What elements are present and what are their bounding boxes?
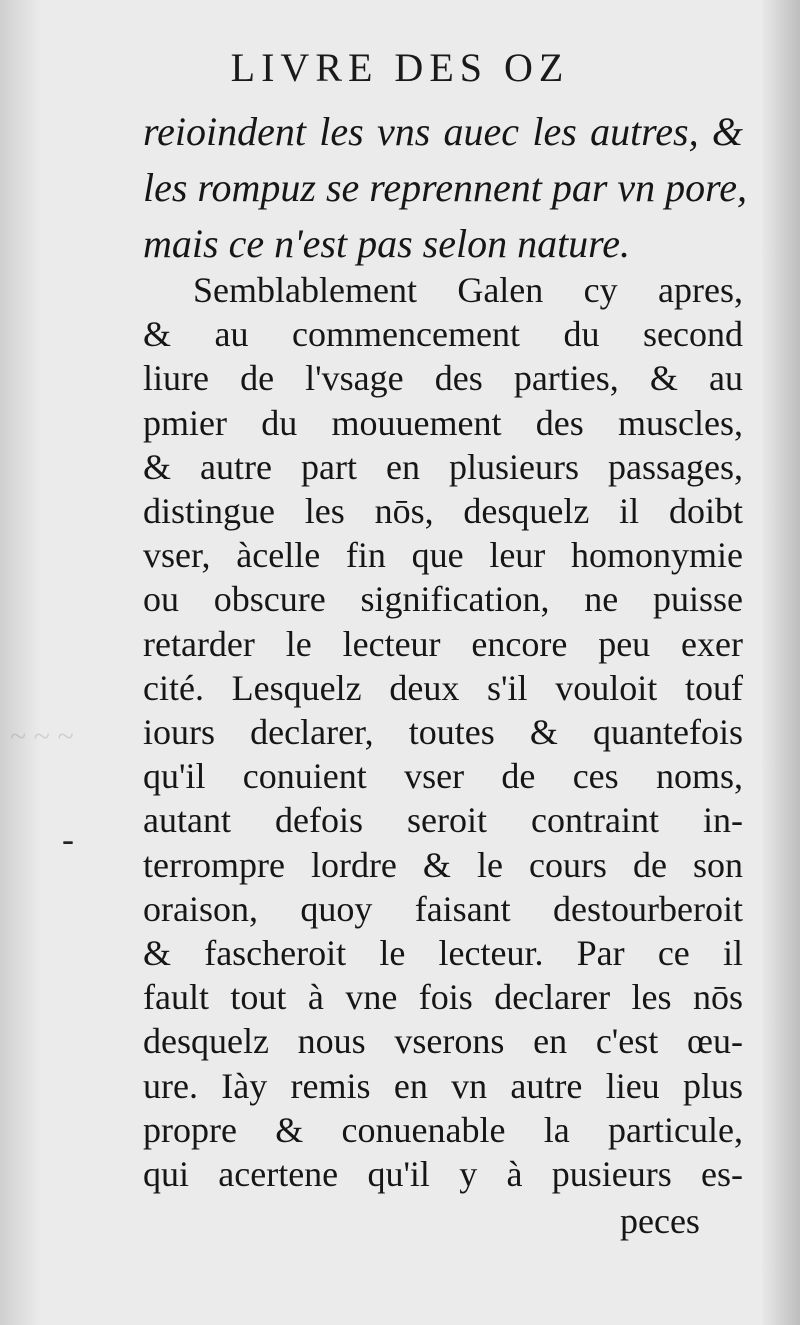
body-line: & au commencement du second [143, 314, 743, 355]
body-line: Semblablement Galen cy apres, [193, 270, 743, 310]
body-line: distingue les nōs, desquelz il doibt [143, 491, 743, 532]
page-edge-shadow [762, 0, 800, 1325]
body-text [143, 268, 743, 1196]
body-line: desquelz nous vserons en c'est œu- [143, 1021, 743, 1062]
body-line: & autre part en plusieurs passages, [143, 446, 743, 487]
italic-line: mais ce n'est pas selon nature. [143, 221, 631, 266]
body-line: retarder le lecteur encore peu exer [143, 623, 743, 664]
body-line: autant defois seroit contraint in- [143, 800, 743, 841]
body-line: iours declarer, toutes & quantefois [143, 712, 743, 753]
page-gutter-shadow [0, 0, 42, 1325]
italic-line: reioindent les vns auec les autres, & [143, 109, 743, 154]
body-line: pmier du mouuement des muscles, [143, 402, 743, 443]
running-title: LIVRE DES OZ [230, 45, 570, 90]
show-through-texture: ~ ~ ~ [10, 720, 74, 753]
body-line: liure de l'vsage des parties, & au [143, 358, 743, 399]
body-line: ure. Iày remis en vn autre lieu plus [143, 1065, 743, 1106]
body-line: oraison, quoy faisant destourberoit [143, 888, 743, 929]
body-line: qui acertene qu'il y à pusieurs es- [143, 1154, 743, 1195]
body-line: terrompre lordre & le cours de son [143, 844, 743, 885]
body-line: fault tout à vne fois declarer les nōs [143, 977, 743, 1018]
body-line: vser, àcelle fin que leur homonymie [143, 535, 743, 576]
margin-mark: - [62, 819, 74, 859]
body-line: qu'il conuient vser de ces noms, [143, 756, 743, 797]
body-line: propre & conuenable la particule, [143, 1109, 743, 1150]
body-line: cité. Lesquelz deux s'il vouloit touf [143, 667, 743, 708]
catchword: peces [620, 1201, 700, 1241]
italic-line: les rompuz se reprennent par vn pore, [143, 165, 747, 210]
body-line: ou obscure signification, ne puisse [143, 579, 743, 620]
italic-passage [143, 104, 747, 272]
body-line: & fascheroit le lecteur. Par ce il [143, 933, 743, 974]
